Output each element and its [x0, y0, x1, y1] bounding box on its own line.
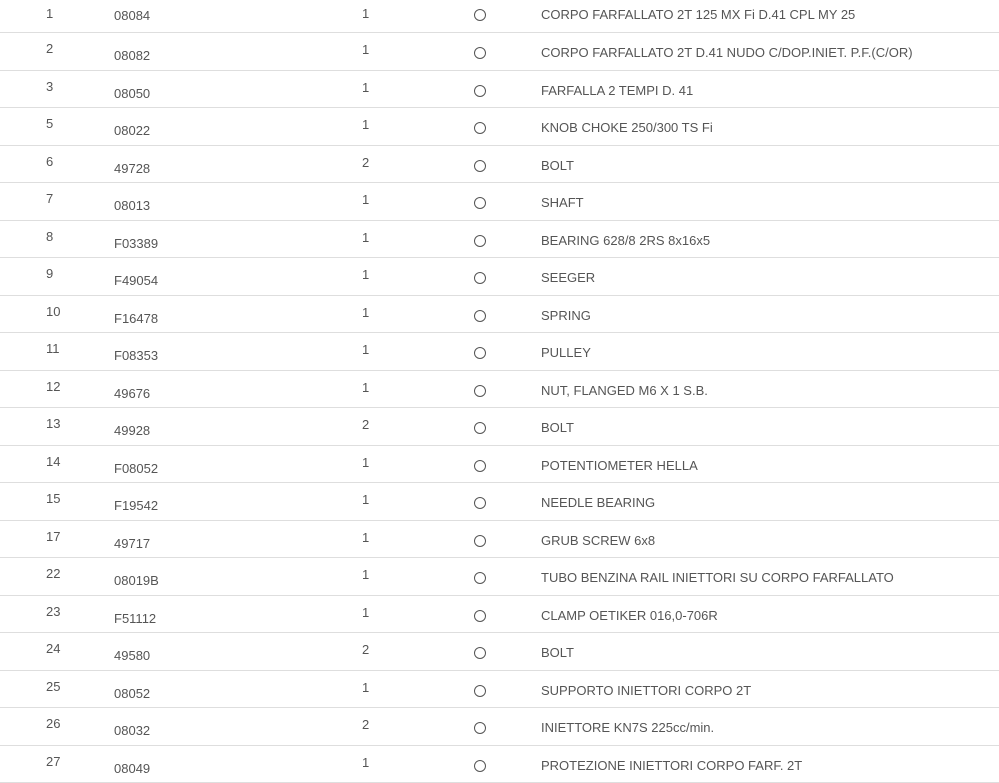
radio-circle-icon[interactable]: [474, 572, 486, 584]
table-row: [0, 33, 999, 71]
part-code: F19542: [114, 499, 158, 512]
radio-circle-icon[interactable]: [474, 685, 486, 697]
table-row: [0, 108, 999, 146]
radio-circle-icon[interactable]: [474, 160, 486, 172]
radio-circle-icon[interactable]: [474, 497, 486, 509]
table-row: [0, 71, 999, 109]
quantity: 1: [362, 531, 369, 544]
quantity: 1: [362, 381, 369, 394]
quantity: 2: [362, 718, 369, 731]
part-code: 08032: [114, 724, 150, 737]
part-description: INIETTORE KN7S 225cc/min.: [541, 721, 714, 734]
part-description: SPRING: [541, 309, 591, 322]
quantity: 1: [362, 306, 369, 319]
quantity: 2: [362, 156, 369, 169]
quantity: 2: [362, 418, 369, 431]
position-number: 6: [46, 155, 53, 168]
radio-circle-icon[interactable]: [474, 647, 486, 659]
part-code: 08050: [114, 87, 150, 100]
part-description: NUT, FLANGED M6 X 1 S.B.: [541, 384, 708, 397]
position-number: 17: [46, 530, 60, 543]
part-code: F03389: [114, 237, 158, 250]
radio-circle-icon[interactable]: [474, 47, 486, 59]
radio-circle-icon[interactable]: [474, 385, 486, 397]
part-description: CLAMP OETIKER 016,0-706R: [541, 609, 718, 622]
quantity: 1: [362, 231, 369, 244]
position-number: 13: [46, 417, 60, 430]
table-row: [0, 258, 999, 296]
table-row: [0, 558, 999, 596]
position-number: 1: [46, 7, 53, 20]
position-number: 5: [46, 117, 53, 130]
table-row: [0, 221, 999, 259]
part-description: FARFALLA 2 TEMPI D. 41: [541, 84, 693, 97]
part-code: F16478: [114, 312, 158, 325]
radio-circle-icon[interactable]: [474, 422, 486, 434]
part-code: 08013: [114, 199, 150, 212]
table-row: [0, 446, 999, 484]
part-code: 08049: [114, 762, 150, 775]
quantity: 1: [362, 268, 369, 281]
part-description: CORPO FARFALLATO 2T D.41 NUDO C/DOP.INIET. P.F.(C/OR): [541, 46, 913, 59]
part-description: SHAFT: [541, 196, 584, 209]
position-number: 25: [46, 680, 60, 693]
part-code: F08052: [114, 462, 158, 475]
position-number: 12: [46, 380, 60, 393]
radio-circle-icon[interactable]: [474, 760, 486, 772]
radio-circle-icon[interactable]: [474, 722, 486, 734]
radio-circle-icon[interactable]: [474, 197, 486, 209]
quantity: 1: [362, 606, 369, 619]
part-code: 08019B: [114, 574, 159, 587]
quantity: 1: [362, 493, 369, 506]
quantity: 1: [362, 343, 369, 356]
part-code: F51112: [114, 612, 156, 625]
position-number: 9: [46, 267, 53, 280]
quantity: 1: [362, 7, 369, 20]
radio-circle-icon[interactable]: [474, 310, 486, 322]
position-number: 3: [46, 80, 53, 93]
position-number: 7: [46, 192, 53, 205]
table-row: [0, 671, 999, 709]
part-description: BEARING 628/8 2RS 8x16x5: [541, 234, 710, 247]
position-number: 24: [46, 642, 60, 655]
position-number: 14: [46, 455, 60, 468]
part-description: POTENTIOMETER HELLA: [541, 459, 698, 472]
radio-circle-icon[interactable]: [474, 535, 486, 547]
quantity: 1: [362, 681, 369, 694]
table-row: [0, 146, 999, 184]
radio-circle-icon[interactable]: [474, 85, 486, 97]
part-code: F49054: [114, 274, 158, 287]
part-description: BOLT: [541, 646, 574, 659]
position-number: 10: [46, 305, 60, 318]
quantity: 1: [362, 81, 369, 94]
part-code: 08082: [114, 49, 150, 62]
part-description: CORPO FARFALLATO 2T 125 MX Fi D.41 CPL MY 25: [541, 8, 855, 21]
part-description: PROTEZIONE INIETTORI CORPO FARF. 2T: [541, 759, 802, 772]
quantity: 1: [362, 568, 369, 581]
table-row: [0, 483, 999, 521]
table-row: [0, 0, 999, 33]
part-description: PULLEY: [541, 346, 591, 359]
radio-circle-icon[interactable]: [474, 610, 486, 622]
position-number: 15: [46, 492, 60, 505]
position-number: 2: [46, 42, 53, 55]
part-description: BOLT: [541, 159, 574, 172]
position-number: 26: [46, 717, 60, 730]
part-code: 49928: [114, 424, 150, 437]
radio-circle-icon[interactable]: [474, 122, 486, 134]
radio-circle-icon[interactable]: [474, 272, 486, 284]
radio-circle-icon[interactable]: [474, 460, 486, 472]
table-row: [0, 371, 999, 409]
quantity: 1: [362, 118, 369, 131]
position-number: 8: [46, 230, 53, 243]
table-row: [0, 333, 999, 371]
radio-circle-icon[interactable]: [474, 235, 486, 247]
quantity: 1: [362, 756, 369, 769]
position-number: 22: [46, 567, 60, 580]
quantity: 1: [362, 193, 369, 206]
part-code: F08353: [114, 349, 158, 362]
part-code: 08084: [114, 9, 150, 22]
part-description: NEEDLE BEARING: [541, 496, 655, 509]
part-code: 08052: [114, 687, 150, 700]
position-number: 23: [46, 605, 60, 618]
radio-circle-icon[interactable]: [474, 347, 486, 359]
part-description: SUPPORTO INIETTORI CORPO 2T: [541, 684, 751, 697]
quantity: 2: [362, 643, 369, 656]
part-code: 49728: [114, 162, 150, 175]
table-row: [0, 408, 999, 446]
part-description: BOLT: [541, 421, 574, 434]
table-row: [0, 633, 999, 671]
part-description: GRUB SCREW 6x8: [541, 534, 655, 547]
part-description: KNOB CHOKE 250/300 TS Fi: [541, 121, 713, 134]
radio-circle-icon[interactable]: [474, 9, 486, 21]
position-number: 27: [46, 755, 60, 768]
part-description: TUBO BENZINA RAIL INIETTORI SU CORPO FARFALLATO: [541, 571, 894, 584]
table-row: [0, 746, 999, 783]
part-description: SEEGER: [541, 271, 595, 284]
part-code: 08022: [114, 124, 150, 137]
part-code: 49676: [114, 387, 150, 400]
quantity: 1: [362, 43, 369, 56]
part-code: 49580: [114, 649, 150, 662]
table-row: [0, 521, 999, 559]
table-row: [0, 183, 999, 221]
table-row: [0, 596, 999, 634]
position-number: 11: [46, 342, 60, 355]
part-code: 49717: [114, 537, 150, 550]
table-row: [0, 296, 999, 334]
table-row: [0, 708, 999, 746]
quantity: 1: [362, 456, 369, 469]
